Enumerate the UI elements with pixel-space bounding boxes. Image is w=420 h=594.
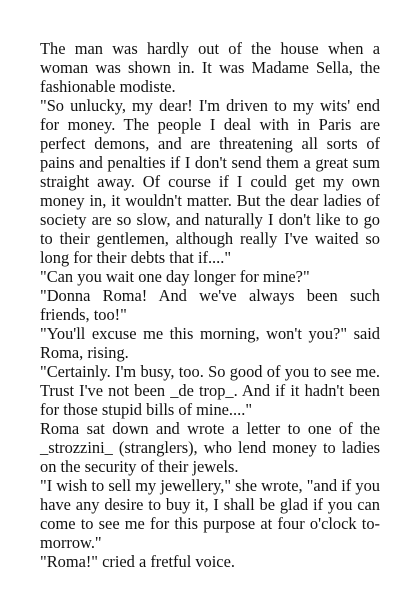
paragraph: "Donna Roma! And we've always been such friends, too!" — [40, 286, 380, 324]
paragraph: The man was hardly out of the house when a woman was shown in. It was Madame Sella, the fashionable modiste. — [40, 39, 380, 96]
paragraph: "I wish to sell my jewellery," she wrote, "and if you have any desire to buy it, I shall be glad if you can come to see me for this purpose at four o'clock to-morrow." — [40, 476, 380, 552]
paragraph: "Certainly. I'm busy, too. So good of you to see me. Trust I've not been _de trop_. And if it hadn't been for those stupid bills of mine...." — [40, 362, 380, 419]
paragraph: "So unlucky, my dear! I'm driven to my wits' end for money. The people I deal with in Paris are perfect demons, and are threatening all sorts of pains and penalties if I don't send them a great sum straight away. Of course if I could get my own money in, it wouldn't matter. But the dear ladies of society are so slow, and naturally I don't like to go to their gentlemen, although really I've waited so long for their debts that if...." — [40, 96, 380, 267]
document-body — [40, 39, 380, 571]
paragraph: Roma sat down and wrote a letter to one of the _strozzini_ (stranglers), who lend money to ladies on the security of their jewels. — [40, 419, 380, 476]
paragraph: "You'll excuse me this morning, won't you?" said Roma, rising. — [40, 324, 380, 362]
paragraph: "Can you wait one day longer for mine?" — [40, 267, 310, 286]
paragraph: "Roma!" cried a fretful voice. — [40, 552, 235, 571]
